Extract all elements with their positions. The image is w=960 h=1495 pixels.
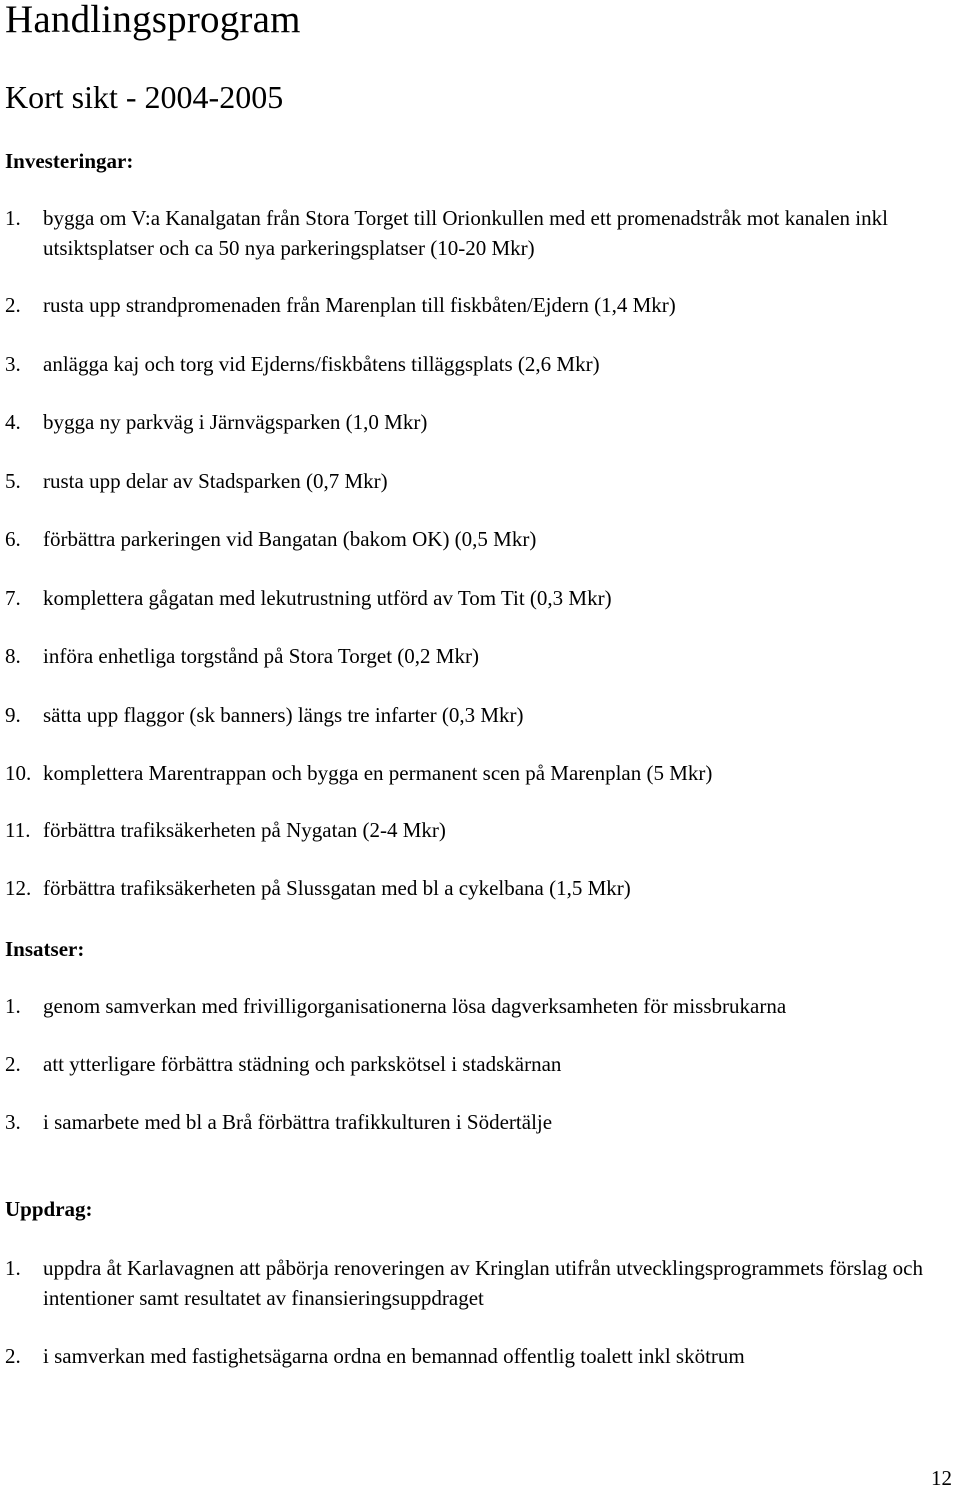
list-item-text: bygga om V:a Kanalgatan från Stora Torget till Orionkullen med ett promenadstråk mot kanalen inkl utsiktsplatser och ca 50 nya parkeringsplatser (10-20 Mkr) <box>43 206 888 260</box>
list-item <box>5 700 948 730</box>
list-item-number: 4. <box>5 410 21 434</box>
list-item <box>5 873 948 903</box>
list-item-text: genom samverkan med frivilligorganisationerna lösa dagverksamheten för missbrukarna <box>43 994 787 1018</box>
list-item-text: rusta upp delar av Stadsparken (0,7 Mkr) <box>43 469 388 493</box>
page-number: 12 <box>931 1466 952 1490</box>
list-item <box>5 1107 948 1137</box>
list-item-number: 2. <box>5 1052 21 1076</box>
list-item-text: uppdra åt Karlavagnen att påbörja renoveringen av Kringlan utifrån utvecklingsprogrammets förslag och intentioner samt resultatet av finansieringsuppdraget <box>43 1256 923 1310</box>
list-item-number: 8. <box>5 644 21 668</box>
section-heading-insatser: Insatser: <box>5 937 85 961</box>
document-title: Handlingsprogram <box>5 0 301 41</box>
list-item <box>5 466 948 496</box>
list-item <box>5 641 948 671</box>
list-item <box>5 1253 948 1313</box>
list-item-number: 6. <box>5 527 21 551</box>
list-item-text: anlägga kaj och torg vid Ejderns/fiskbåtens tilläggsplats (2,6 Mkr) <box>43 352 600 376</box>
list-item-text: förbättra trafiksäkerheten på Nygatan (2-4 Mkr) <box>43 818 446 842</box>
list-item <box>5 815 948 845</box>
list-item-text: komplettera gågatan med lekutrustning utförd av Tom Tit (0,3 Mkr) <box>43 586 612 610</box>
list-item-text: förbättra parkeringen vid Bangatan (bakom OK) (0,5 Mkr) <box>43 527 537 551</box>
list-item <box>5 1049 948 1079</box>
list-item-text: sätta upp flaggor (sk banners) längs tre infarter (0,3 Mkr) <box>43 703 524 727</box>
list-item-number: 11. <box>5 818 31 842</box>
list-item-number: 3. <box>5 1110 21 1134</box>
document-subtitle: Kort sikt - 2004-2005 <box>5 79 284 115</box>
list-item-number: 5. <box>5 469 21 493</box>
list-item <box>5 583 948 613</box>
list-item <box>5 349 948 379</box>
list-item-text: införa enhetliga torgstånd på Stora Torget (0,2 Mkr) <box>43 644 479 668</box>
list-item <box>5 203 948 263</box>
list-item <box>5 407 948 437</box>
list-item <box>5 991 948 1021</box>
list-item-text: i samverkan med fastighetsägarna ordna en bemannad offentlig toalett inkl skötrum <box>43 1344 745 1368</box>
list-item-text: komplettera Marentrappan och bygga en permanent scen på Marenplan (5 Mkr) <box>43 761 713 785</box>
list-item-number: 2. <box>5 293 21 317</box>
list-item <box>5 758 948 788</box>
section-heading-investeringar: Investeringar: <box>5 149 134 173</box>
section-heading-uppdrag: Uppdrag: <box>5 1197 93 1221</box>
list-item-text: förbättra trafiksäkerheten på Slussgatan med bl a cykelbana (1,5 Mkr) <box>43 876 631 900</box>
list-item-text: rusta upp strandpromenaden från Marenplan till fiskbåten/Ejdern (1,4 Mkr) <box>43 293 676 317</box>
list-item-number: 2. <box>5 1344 21 1368</box>
list-item-text: i samarbete med bl a Brå förbättra trafikkulturen i Södertälje <box>43 1110 553 1134</box>
list-item-number: 1. <box>5 206 21 230</box>
list-item-number: 7. <box>5 586 21 610</box>
list-item-number: 1. <box>5 1256 21 1280</box>
list-item-text: att ytterligare förbättra städning och parkskötsel i stadskärnan <box>43 1052 562 1076</box>
list-item <box>5 290 948 320</box>
list-item-number: 10. <box>5 761 32 785</box>
list-item <box>5 1341 948 1371</box>
list-item-text: bygga ny parkväg i Järnvägsparken (1,0 Mkr) <box>43 410 428 434</box>
list-item <box>5 524 948 554</box>
list-item-number: 9. <box>5 703 21 727</box>
list-item-number: 1. <box>5 994 21 1018</box>
list-item-number: 3. <box>5 352 21 376</box>
list-item-number: 12. <box>5 876 32 900</box>
